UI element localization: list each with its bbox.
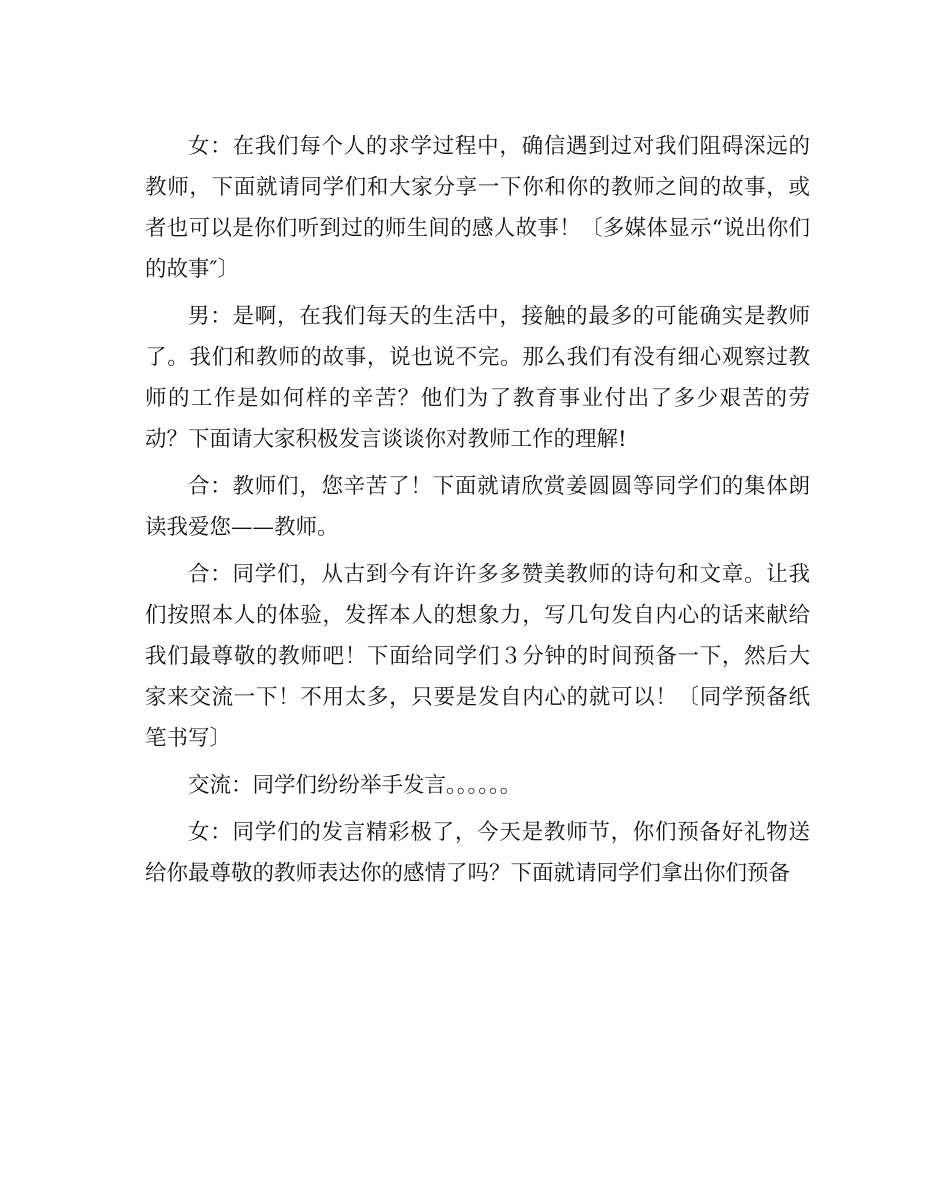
document-body bbox=[145, 126, 810, 900]
paragraph-female-gifts: 女：同学们的发言精彩极了，今天是教师节，你们预备好礼物送给你最尊敬的教师表达你的感情了吗？下面就请同学们拿出你们预备 bbox=[145, 820, 810, 886]
paragraph-chorus-writing: 合：同学们，从古到今有许许多多赞美教师的诗句和文章。让我们按照本人的体验，发挥本人的想象力，写几句发自内心的话来献给我们最尊敬的教师吧！下面给同学们３分钟的时间预备一下，然后大家来交流一下！不用太多，只要是发自内心的就可以！〔同学预备纸笔书写〕 bbox=[145, 562, 810, 751]
paragraph-male-teacher-work: 男：是啊，在我们每天的生活中，接触的最多的可能确实是教师了。我们和教师的故事，说也说不完。那么我们有没有细心观察过教师的工作是如何样的辛苦？他们为了教育事业付出了多少艰苦的劳动？下面请大家积极发言谈谈你对教师工作的理解! bbox=[145, 304, 810, 452]
paragraph-chorus-reading: 合：教师们，您辛苦了！下面就请欣赏姜圆圆等同学们的集体朗读我爱您——教师。 bbox=[145, 474, 810, 540]
paragraph-exchange: 交流：同学们纷纷举手发言。。。。。。 bbox=[188, 773, 522, 798]
paragraph-female-sharing-stories: 女：在我们每个人的求学过程中，确信遇到过对我们阻碍深远的教师，下面就请同学们和大家分享一下你和你的教师之间的故事，或者也可以是你们听到过的师生间的感人故事！〔多媒体显示“说出你们的故事″〕 bbox=[145, 134, 810, 282]
